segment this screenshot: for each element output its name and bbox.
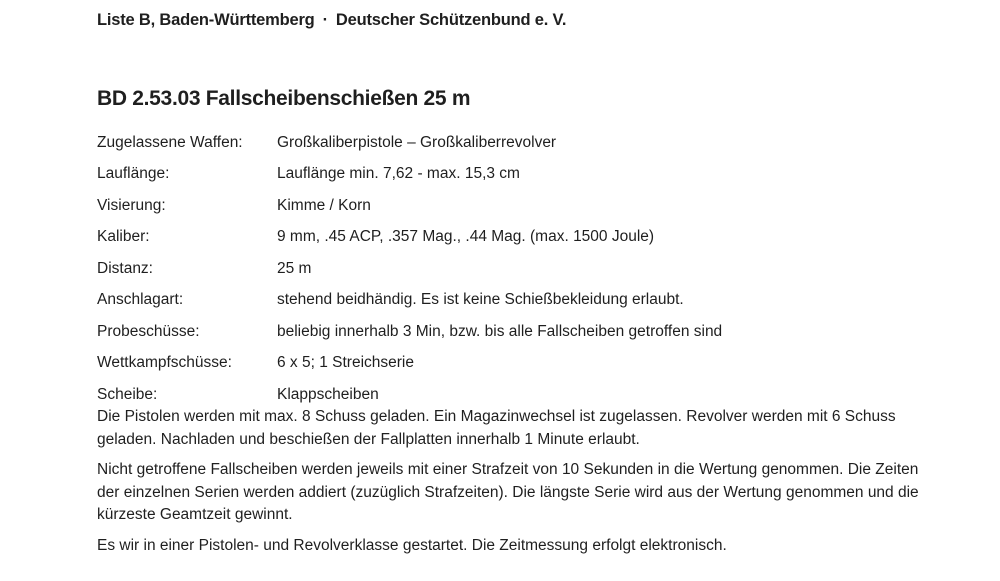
spec-label: Distanz: — [97, 259, 153, 277]
spec-row-caliber — [97, 222, 977, 254]
rules-text — [97, 406, 942, 565]
spec-label: Kaliber: — [97, 228, 150, 246]
spec-table — [97, 127, 977, 411]
header-list-name: Liste B, Baden-Württemberg — [97, 11, 315, 29]
spec-value: beliebig innerhalb 3 Min, bzw. bis alle Fallscheiben getroffen sind — [277, 322, 723, 340]
spec-label: Visierung: — [97, 196, 166, 214]
page-header — [97, 11, 566, 30]
spec-row-sighting-shots — [97, 316, 977, 348]
spec-label: Scheibe: — [97, 385, 158, 403]
paragraph-classes: Es wir in einer Pistolen- und Revolverklasse gestartet. Die Zeitmessung erfolgt elektronisch. — [97, 536, 727, 554]
spec-row-sights — [97, 190, 977, 222]
spec-value: Lauflänge min. 7,62 - max. 15,3 cm — [277, 165, 520, 183]
spec-value: Großkaliberpistole – Großkaliberrevolver — [277, 133, 557, 151]
spec-value: stehend beidhändig. Es ist keine Schießbekleidung erlaubt. — [277, 291, 684, 309]
spec-label: Wettkampfschüsse: — [97, 354, 232, 372]
spec-value: Klappscheiben — [277, 385, 379, 403]
header-separator: · — [322, 11, 328, 29]
spec-value: 6 x 5; 1 Streichserie — [277, 354, 414, 372]
spec-value: Kimme / Korn — [277, 196, 371, 214]
paragraph-scoring: Nicht getroffene Fallscheiben werden jeweils mit einer Strafzeit von 10 Sekunden in die Wertung genommen. Die Zeiten der einzelnen Serien werden addiert (zuzüglich Strafzeiten). Die längste Serie wird aus der Wertung genommen und die kürzeste Geamtzeit gewinnt. — [97, 461, 919, 523]
spec-label: Lauflänge: — [97, 165, 170, 183]
header-organization: Deutscher Schützenbund e. V. — [335, 11, 567, 29]
spec-row-stance — [97, 285, 977, 317]
spec-label: Probeschüsse: — [97, 322, 200, 340]
spec-row-barrel-length — [97, 159, 977, 191]
spec-row-distance — [97, 253, 977, 285]
spec-value: 25 m — [277, 259, 312, 277]
spec-row-weapons — [97, 127, 977, 159]
spec-label: Zugelassene Waffen: — [97, 133, 243, 151]
spec-row-match-shots — [97, 348, 977, 380]
spec-label: Anschlagart: — [97, 291, 184, 309]
spec-value: 9 mm, .45 ACP, .357 Mag., .44 Mag. (max. 1500 Joule) — [277, 228, 655, 246]
paragraph-loading: Die Pistolen werden mit max. 8 Schuss geladen. Ein Magazinwechsel ist zugelassen. Revolver werden mit 6 Schuss geladen. Nachladen und beschießen der Fallplatten innerhalb 1 Minute erlaubt. — [97, 408, 896, 448]
section-title: BD 2.53.03 Fallscheibenschießen 25 m — [97, 87, 471, 110]
